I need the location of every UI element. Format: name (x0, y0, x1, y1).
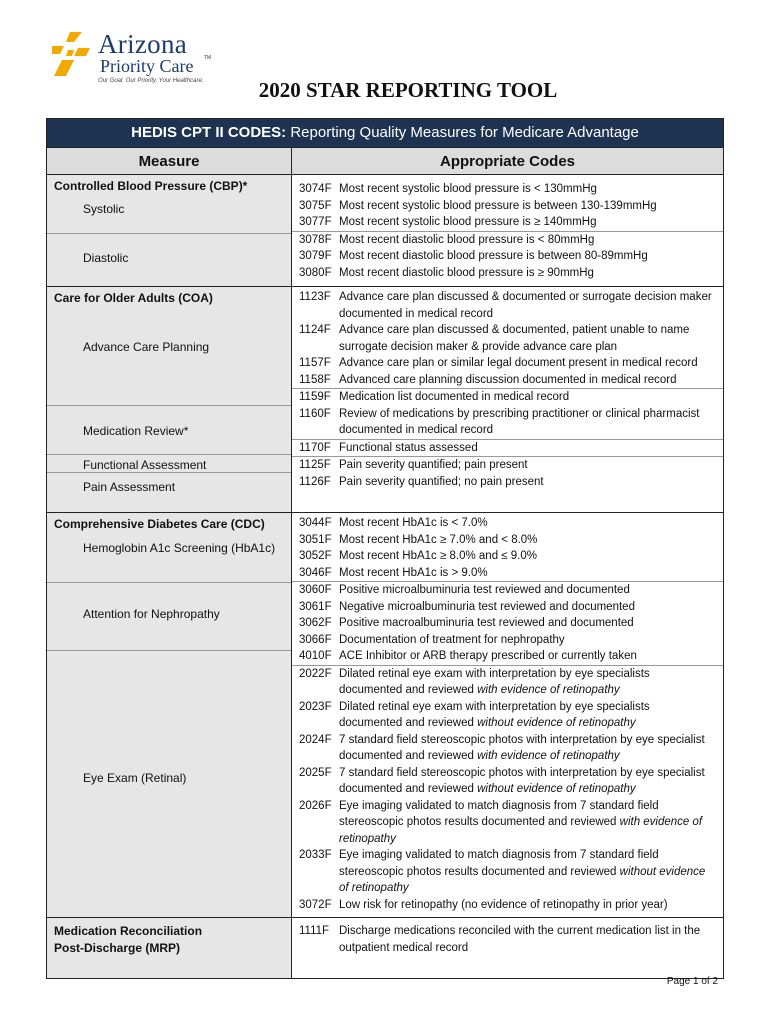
section-cdc (47, 513, 723, 918)
measure-acp: Advance Care Planning (83, 340, 210, 354)
measure-cell (47, 175, 292, 286)
code: 2025F (299, 766, 332, 779)
desc-italic: without evidence of retinopathy (477, 783, 636, 795)
code-row (292, 474, 723, 491)
section-title: Controlled Blood Pressure (CBP)* (54, 179, 248, 193)
desc-italic: with evidence of retinopathy (477, 750, 620, 762)
measure-hba1c: Hemoglobin A1c Screening (HbA1c) (83, 541, 276, 555)
code-desc: Most recent diastolic blood pressure is between 80-89mmHg (339, 250, 648, 262)
codes-cell (292, 918, 723, 978)
code-row (292, 214, 723, 231)
code-row (292, 231, 723, 249)
code: 2022F (299, 667, 332, 680)
code-desc (339, 666, 723, 699)
code-desc: Advanced care planning discussion documented in medical record (339, 373, 677, 386)
code-row (292, 515, 723, 532)
measure-functional: Functional Assessment (83, 458, 207, 472)
code-row (292, 355, 723, 372)
codes-cell (292, 287, 723, 512)
code: 3061F (299, 600, 332, 613)
code-row (292, 615, 723, 632)
divider (47, 233, 291, 234)
code: 2024F (299, 733, 332, 746)
code: 1157F (299, 357, 331, 369)
code: 3066F (299, 633, 332, 646)
code-row (292, 406, 723, 439)
banner-bold: HEDIS CPT II CODES: (131, 124, 287, 141)
code-row (292, 181, 723, 198)
code: 1123F (299, 291, 331, 303)
code: 1126F (299, 475, 331, 488)
code-desc: Functional status assessed (339, 441, 478, 454)
code: 3077F (299, 216, 332, 228)
code-desc: Most recent HbA1c is < 7.0% (339, 517, 488, 529)
code-row (292, 847, 723, 897)
code: 3044F (299, 517, 332, 529)
desc-italic: without evidence of retinopathy (339, 865, 706, 894)
code-desc: Most recent HbA1c is > 9.0% (339, 566, 488, 579)
logo-name: Arizona (98, 29, 188, 59)
code-desc: Positive microalbuminuria test reviewed and documented (339, 584, 630, 596)
code: 1125F (299, 459, 331, 471)
code-desc: Most recent systolic blood pressure is between 130-139mmHg (339, 199, 657, 212)
code: 3072F (299, 898, 332, 911)
desc-text: Eye imaging validated to match diagnosis from 7 standard field stereoscopic photos results documented and reviewed (339, 799, 659, 828)
code-row (292, 765, 723, 798)
section-title: Care for Older Adults (COA) (54, 291, 213, 305)
code-row (292, 388, 723, 406)
code: 3046F (299, 566, 332, 579)
codes-cell (292, 513, 723, 917)
code: 3078F (299, 233, 332, 246)
code-row (292, 732, 723, 765)
code: 1124F (299, 324, 331, 336)
measure-med-review: Medication Review* (83, 424, 189, 438)
code: 4010F (299, 650, 332, 662)
code: 1159F (299, 391, 331, 403)
code: 1170F (299, 441, 331, 454)
measure-systolic: Systolic (83, 202, 125, 216)
code-row (292, 289, 723, 322)
code-desc: Most recent systolic blood pressure is ≥ 140mmHg (339, 216, 597, 228)
code-row (292, 198, 723, 215)
code: 3051F (299, 533, 332, 546)
code: 3060F (299, 584, 332, 596)
code-desc: Most recent HbA1c ≥ 7.0% and < 8.0% (339, 533, 538, 546)
divider (47, 582, 291, 583)
desc-italic: without evidence of retinopathy (477, 717, 636, 729)
section-title-line2: Post-Discharge (MRP) (54, 941, 181, 955)
header-codes: Appropriate Codes (439, 153, 575, 170)
code-desc: Most recent HbA1c ≥ 8.0% and ≤ 9.0% (339, 550, 537, 562)
page-title: 2020 STAR REPORTING TOOL (258, 78, 558, 102)
code-row (292, 565, 723, 582)
desc-text: 7 standard field stereoscopic photos with interpretation by eye specialist documented and reviewed (339, 766, 705, 795)
desc-italic: with evidence of retinopathy (477, 684, 620, 696)
code: 2026F (299, 799, 332, 812)
measure-eye-exam: Eye Exam (Retinal) (83, 771, 187, 785)
code-desc (339, 765, 723, 798)
code-desc: Negative microalbuminuria test reviewed and documented (339, 600, 635, 613)
measure-nephropathy: Attention for Nephropathy (83, 607, 220, 621)
code-row (292, 648, 723, 665)
code-row (292, 897, 723, 914)
desc-italic: with evidence of retinopathy (339, 816, 703, 845)
code-row (292, 798, 723, 848)
header-measure: Measure (47, 148, 292, 174)
desc-text: Dilated retinal eye exam with interpretation by eye specialists documented and reviewed (339, 667, 650, 696)
measure-cell (47, 513, 292, 917)
codes-cell (292, 175, 723, 286)
code-desc: Medication list documented in medical record (339, 391, 570, 403)
logo-subname: Priority Care (100, 56, 194, 76)
code-desc (339, 798, 723, 848)
code-row (292, 699, 723, 732)
code-row (292, 439, 723, 457)
code-desc: ACE Inhibitor or ARB therapy prescribed or currently taken (339, 650, 637, 662)
code-desc (339, 699, 723, 732)
banner-text: Reporting Quality Measures for Medicare Advantage (286, 124, 639, 141)
code: 1160F (299, 407, 331, 420)
section-title: Comprehensive Diabetes Care (CDC) (54, 517, 265, 531)
code-row (292, 322, 723, 355)
code-desc: Advance care plan discussed & documented, patient unable to name surrogate decision maker & provide advance care plan (339, 324, 690, 353)
divider (47, 454, 291, 455)
code-desc (339, 732, 723, 765)
section-cbp (47, 175, 723, 287)
table-banner (47, 119, 723, 147)
measure-cell (47, 287, 292, 512)
desc-text: Low risk for retinopathy (no evidence of retinopathy in prior year) (339, 898, 668, 911)
code-desc: Advance care plan or similar legal document present in medical record (339, 357, 698, 369)
code-row (292, 923, 723, 956)
code: 2023F (299, 700, 332, 713)
section-mrp (47, 918, 723, 978)
code-desc: Review of medications by prescribing practitioner or clinical pharmacist documented in medical record (339, 407, 700, 436)
code: 3062F (299, 617, 332, 629)
code-desc: Most recent diastolic blood pressure is ≥ 90mmHg (339, 266, 594, 279)
logo-tagline: Our Goal. Our Priority. Your Healthcare. (98, 78, 204, 84)
code-desc: Most recent diastolic blood pressure is < 80mmHg (339, 233, 595, 246)
measure-diastolic: Diastolic (83, 251, 129, 265)
desc-text: 7 standard field stereoscopic photos with interpretation by eye specialist documented and reviewed (339, 733, 705, 762)
code-row (292, 265, 723, 282)
code-row (292, 248, 723, 265)
code-desc (339, 897, 723, 914)
code: 1111F (299, 925, 330, 937)
desc-text: Dilated retinal eye exam with interpretation by eye specialists documented and reviewed (339, 700, 650, 729)
measure-pain: Pain Assessment (83, 480, 176, 494)
code-row (292, 548, 723, 565)
code-desc: Positive macroalbuminuria test reviewed and documented (339, 617, 634, 629)
code: 3075F (299, 199, 332, 212)
code-desc (339, 847, 723, 897)
code: 3052F (299, 550, 332, 562)
code-desc: Pain severity quantified; pain present (339, 459, 528, 471)
code-desc: Documentation of treatment for nephropathy (339, 633, 565, 646)
page-number: Page 1 of 2 (666, 976, 718, 987)
code-desc: Advance care plan discussed & documented or surrogate decision maker documented in medical record (339, 291, 712, 320)
code: 3080F (299, 266, 332, 279)
code-row (292, 599, 723, 616)
code-row (292, 581, 723, 599)
section-coa (47, 287, 723, 513)
code-desc: Most recent systolic blood pressure is < 130mmHg (339, 183, 597, 195)
divider (47, 650, 291, 651)
code-row (292, 665, 723, 699)
code: 1158F (299, 373, 331, 386)
logo-trademark: TM (204, 55, 212, 61)
section-title-line1: Medication Reconciliation (54, 924, 203, 938)
logo-mark-icon (52, 32, 92, 78)
code: 2033F (299, 849, 332, 861)
code-desc: Pain severity quantified; no pain present (339, 475, 544, 488)
table-header-row (47, 147, 723, 175)
measure-cell (47, 918, 292, 978)
divider (47, 472, 291, 473)
codes-table (46, 118, 724, 979)
code-row (292, 532, 723, 549)
code-row (292, 632, 723, 649)
code-row (292, 372, 723, 389)
code: 3074F (299, 183, 332, 195)
divider (47, 405, 291, 406)
code-row (292, 456, 723, 474)
code: 3079F (299, 250, 332, 262)
code-desc: Discharge medications reconciled with the current medication list in the outpatient medical record (339, 925, 701, 954)
desc-text: Eye imaging validated to match diagnosis from 7 standard field stereoscopic photos results documented and reviewed (339, 849, 659, 878)
